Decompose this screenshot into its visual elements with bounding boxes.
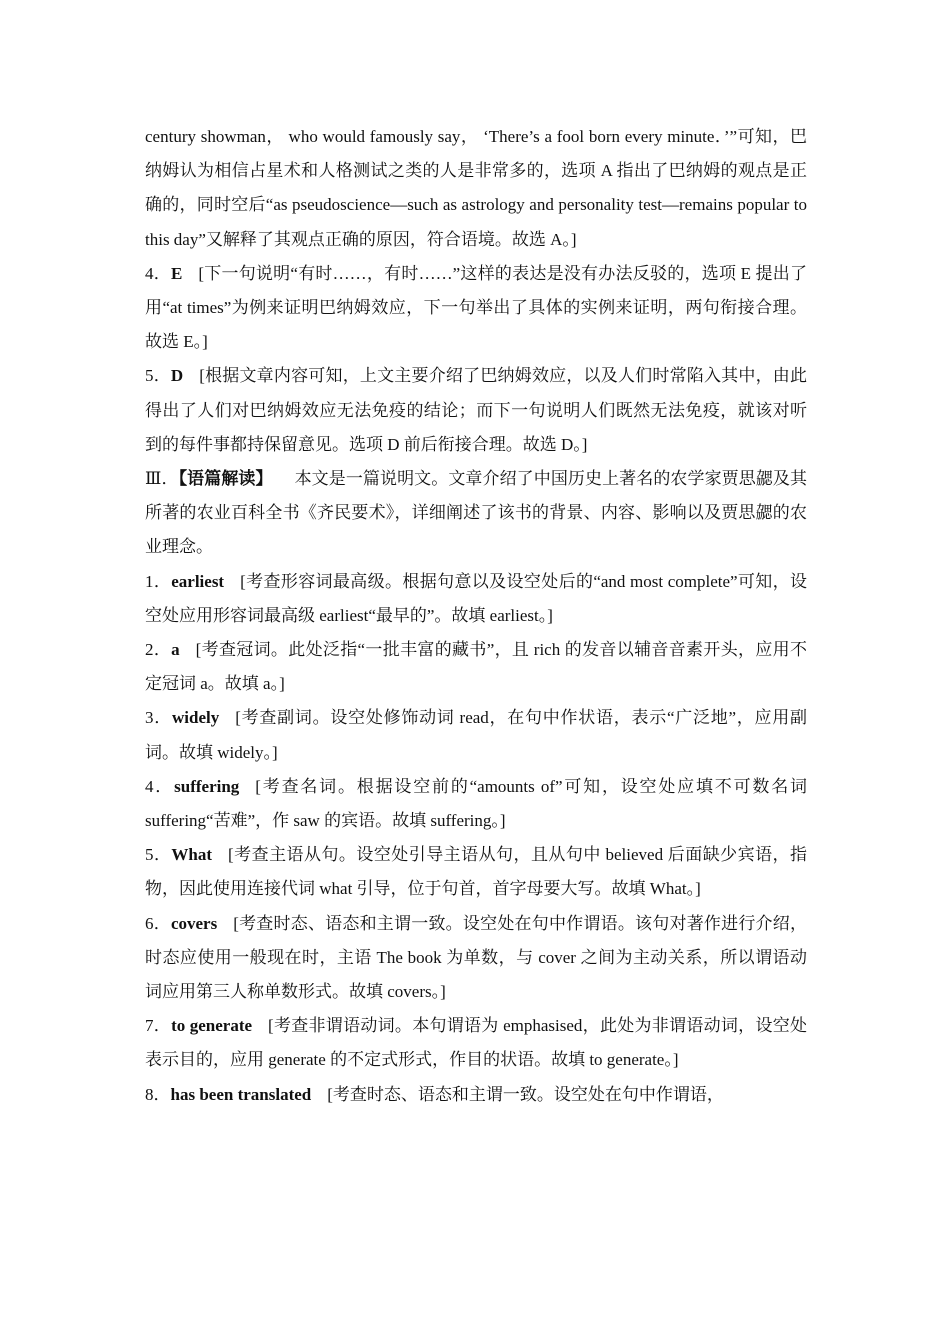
item-answer: to generate — [171, 1016, 253, 1036]
section-iii-discourse-analysis — [145, 462, 807, 565]
item-number: 2． — [145, 640, 172, 660]
item-number: 5． — [145, 845, 172, 865]
explanation-text: [根据文章内容可知，上文主要介绍了巴纳姆效应，以及人们时常陷入其中，由此得出了人们对巴纳姆效应无法免疫的结论；而下一句说明人们既然无法免疫，就该对听到的每件事都持保留意见。选项 D 前后衔接合理。故选 D。] — [145, 366, 808, 454]
item-number: 8． — [145, 1084, 171, 1104]
explanation-continued — [145, 120, 807, 257]
answer-item-5-what — [145, 838, 807, 906]
item-answer: What — [171, 845, 213, 865]
explanation-text: [考查时态、语态和主谓一致。设空处在句中作谓语。该句对著作进行介绍，时态应使用一般现在时，主语 The book 为单数，与 cover 之间为主动关系，所以谓语动词应用第三人称单数形式。故填 covers。] — [145, 913, 807, 1002]
item-number: 1． — [145, 571, 172, 591]
answer-item-6-covers — [145, 907, 807, 1010]
answer-item-4-e — [145, 257, 807, 360]
item-answer: widely — [172, 708, 220, 728]
item-number: 4． — [145, 776, 175, 796]
explanation-text: [考查非谓语动词。本句谓语为 emphasised，此处为非谓语动词，设空处表示目的，应用 generate 的不定式形式，作目的状语。故填 to generate。] — [145, 1016, 807, 1070]
item-answer: D — [170, 366, 184, 386]
answer-key-page — [145, 120, 807, 1112]
answer-item-5-d — [145, 359, 807, 462]
explanation-text: [下一句说明“有时……，有时……”这样的表达是没有办法反驳的，选项 E 提出了用“at times”为例来证明巴纳姆效应，下一句举出了具体的实例来证明，两句衔接合理。故选 E。] — [145, 263, 808, 352]
section-number: Ⅲ． — [145, 469, 179, 489]
section-heading: 【语篇解读】 — [178, 469, 273, 489]
explanation-text: [考查冠词。此处泛指“一批丰富的藏书”，且 rich 的发音以辅音音素开头，应用不定冠词 a。故填 a。] — [145, 640, 808, 694]
answer-item-1-earliest — [145, 565, 807, 633]
explanation-text: century showman， who would famously say， ‘There’s a fool born every minute．’”可知，巴纳姆认为相信占星术和人格测试之类的人是非常多的，选项 A 指出了巴纳姆的观点是正确的，同时空后“as pseudoscience—such as astrology and personality test—remains popular to this day”又解释了其观点正确的原因，符合语境。故选 A。] — [145, 127, 807, 249]
explanation-text: [考查名词。根据设空前的“amounts of”可知，设空处应填不可数名词 suffering“苦难”，作 saw 的宾语。故填 suffering。] — [145, 776, 808, 831]
item-number: 4． — [145, 263, 171, 283]
answer-item-4-suffering — [145, 770, 807, 838]
answer-item-3-widely — [145, 701, 807, 769]
item-answer: covers — [170, 913, 218, 933]
section-summary-text: 本文是一篇说明文。文章介绍了中国历史上著名的农学家贾思勰及其所著的农业百科全书《齐民要术》，详细阐述了该书的背景、内容、影响以及贾思勰的农业理念。 — [145, 469, 808, 557]
item-number: 3． — [145, 708, 172, 728]
item-answer: has been translated — [170, 1084, 312, 1104]
item-answer: E — [170, 263, 183, 283]
item-answer: earliest — [171, 571, 225, 591]
item-answer: a — [171, 640, 180, 660]
explanation-text: [考查时态、语态和主谓一致。设空处在句中作谓语， — [327, 1084, 724, 1104]
answer-item-7-to-generate — [145, 1009, 807, 1077]
answer-item-8-has-been-translated — [145, 1078, 807, 1112]
item-number: 7． — [145, 1016, 172, 1036]
explanation-text: [考查副词。设空处修饰动词 read，在句中作状语，表示“广泛地”，应用副词。故填 widely。] — [145, 708, 808, 762]
answer-item-2-a — [145, 633, 807, 701]
item-number: 5． — [145, 366, 171, 386]
item-number: 6． — [145, 913, 171, 933]
item-answer: suffering — [174, 776, 240, 796]
explanation-text: [考查形容词最高级。根据句意以及设空处后的“and most complete”可知，设空处应用形容词最高级 earliest“最早的”。故填 earliest。] — [145, 571, 808, 625]
explanation-text: [考查主语从句。设空处引导主语从句，且从句中 believed 后面缺少宾语，指物，因此使用连接代词 what 引导，位于句首，首字母要大写。故填 What。] — [145, 845, 807, 899]
